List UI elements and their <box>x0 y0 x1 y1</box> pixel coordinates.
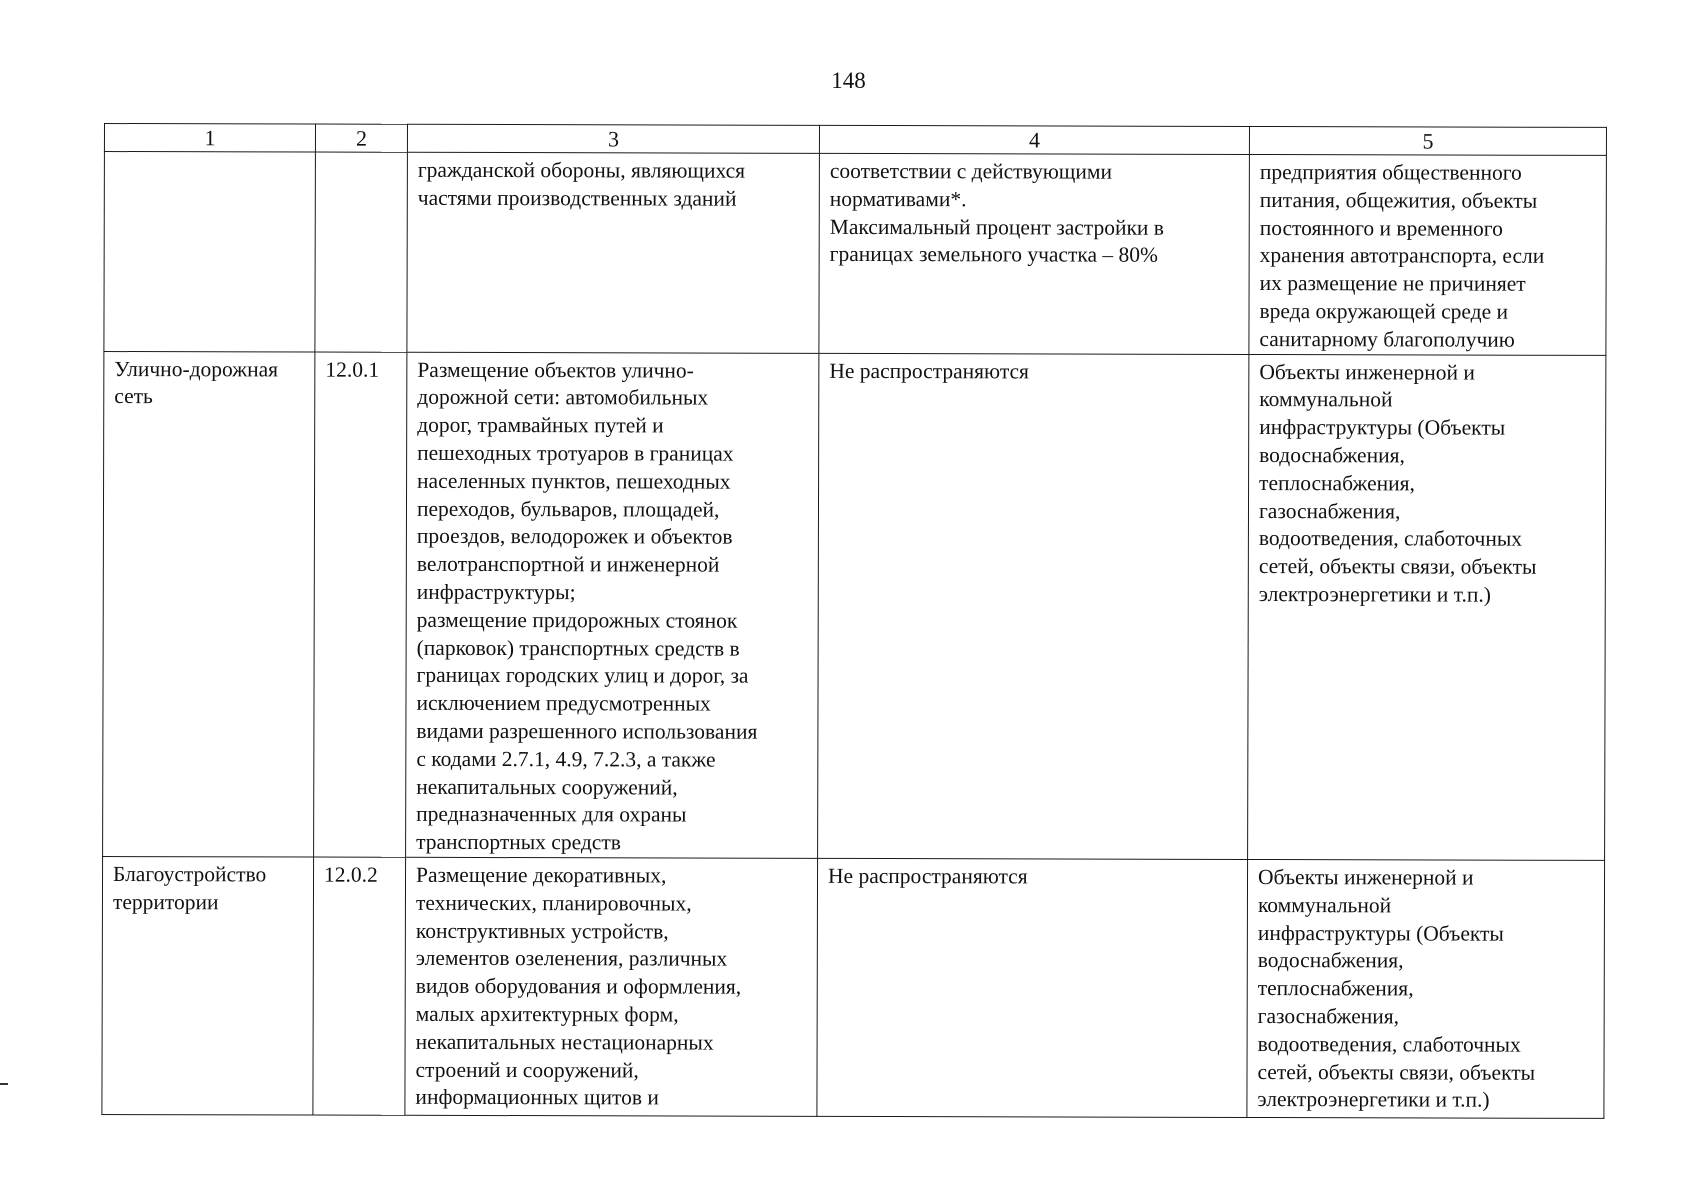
auxiliary-uses-cell <box>1249 154 1607 355</box>
use-code: 12.0.1 <box>325 357 380 382</box>
use-code-cell <box>315 152 408 352</box>
table-row <box>103 351 1606 860</box>
use-name-cell <box>104 152 316 352</box>
use-description: Размещение объектов улично- дорожной сети: автомобильных дорог, трамвайных путей и пешеходных тротуаров в границах населенных пунктов, пешеходных переходов, бульваров, площадей, проездов, велодорожек и объектов велотранспортной и инженерной инфраструктуры; размещение придорожных стоянок (парковок) транспортных средств в границах городских улиц и дорог, за исключением предусмотренных видами разрешенного использования с кодами 2.7.1, 4.9, 7.2.3, а также некапитальных сооружений, предназначенных для охраны транспортных средств <box>416 357 758 855</box>
page-number: 148 <box>831 68 866 93</box>
use-code-cell <box>313 857 406 1115</box>
column-header-3: 3 <box>407 124 819 153</box>
use-description-cell <box>407 152 820 353</box>
use-parameters-cell <box>819 153 1250 354</box>
zoning-table <box>101 123 1607 1119</box>
use-parameters: Не распространяются <box>829 358 1029 384</box>
use-name: Улично-дорожная сеть <box>114 356 279 409</box>
table-row <box>104 152 1607 356</box>
auxiliary-uses-cell <box>1247 859 1605 1118</box>
column-header-4: 4 <box>819 125 1249 154</box>
margin-mark <box>0 1083 8 1085</box>
table-header-row <box>104 124 1606 156</box>
column-header-5: 5 <box>1249 126 1606 155</box>
use-parameters: Не распространяются <box>828 863 1028 889</box>
column-header-2: 2 <box>315 124 407 152</box>
auxiliary-uses: Объекты инженерной и коммунальной инфраструктуры (Объекты водоснабжения, теплоснабжения, газоснабжения, водоотведения, слаботочных сетей, объекты связи, объекты электроэнергетики и т.п.) <box>1257 864 1536 1112</box>
use-description: Размещение декоративных, технических, планировочных, конструктивных устройств, элементов озеленения, различных видов оборудования и оформления, малых архитектурных форм, некапитальных нестационарных строений и сооружений, информационных щитов и <box>415 862 742 1110</box>
use-description: гражданской обороны, являющихся частями производственных зданий <box>417 157 746 211</box>
auxiliary-uses: Объекты инженерной и коммунальной инфраструктуры (Объекты водоснабжения, теплоснабжения, газоснабжения, водоотведения, слаботочных сетей, объекты связи, объекты электроэнергетики и т.п.) <box>1258 359 1537 607</box>
column-header-1: 1 <box>104 124 315 153</box>
use-parameters-cell <box>817 858 1248 1117</box>
table-row <box>102 856 1605 1118</box>
use-name-cell <box>102 856 314 1115</box>
use-name: Благоустройство территории <box>112 861 267 915</box>
use-parameters-cell <box>818 353 1249 859</box>
use-code-cell <box>314 352 407 858</box>
use-description-cell <box>405 857 818 1116</box>
use-name-cell <box>103 351 315 857</box>
auxiliary-uses: предприятия общественного питания, общежития, объекты постоянного и временного хранения автотранспорта, если их размещение не причиняет вреда окружающей среде и санитарному благополучию <box>1259 160 1545 352</box>
use-code: 12.0.2 <box>324 862 378 887</box>
auxiliary-uses-cell <box>1248 354 1606 860</box>
use-description-cell <box>406 352 819 858</box>
use-parameters: соответствии с действующими нормативами*. Максимальный процент застройки в границах земельного участка – 80% <box>829 158 1164 268</box>
